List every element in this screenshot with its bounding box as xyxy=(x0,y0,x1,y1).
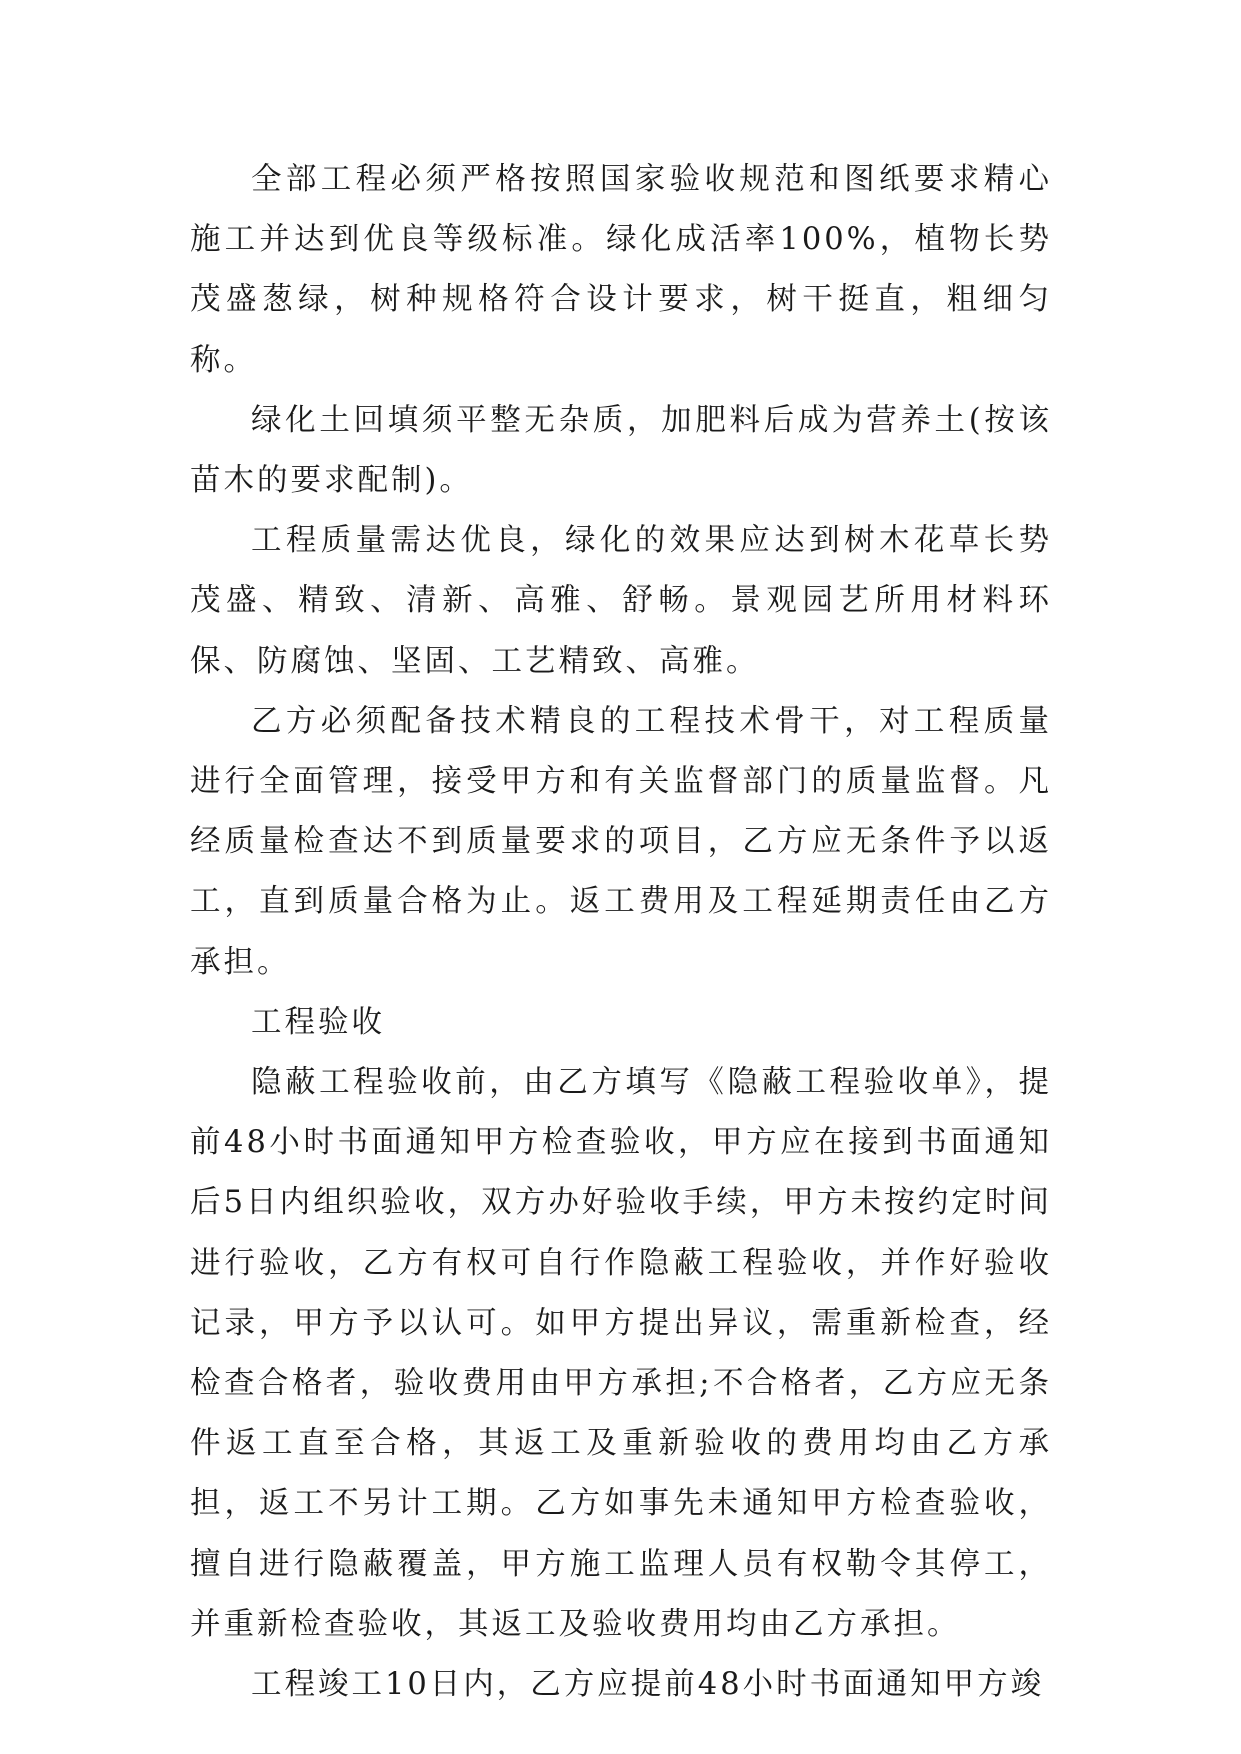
document-page xyxy=(190,150,1052,1715)
paragraph-concealed-work-acceptance: 隐蔽工程验收前，由乙方填写《隐蔽工程验收单》，提前48小时书面通知甲方检查验收，甲方应在接到书面通知后5日内组织验收，双方办好验收手续，甲方未按约定时间进行验收，乙方有权可自行作隐蔽工程验收，并作好验收记录，甲方予以认可。如甲方提出异议，需重新检查，经检查合格者，验收费用由甲方承担;不合格者，乙方应无条件返工直至合格，其返工及重新验收的费用均由乙方承担，返工不另计工期。乙方如事先未通知甲方检查验收，擅自进行隐蔽覆盖，甲方施工监理人员有权勒令其停工，并重新检查验收，其返工及验收费用均由乙方承担。 xyxy=(190,1065,1052,1642)
paragraph-greening-effect: 工程质量需达优良，绿化的效果应达到树木花草长势茂盛、精致、清新、高雅、舒畅。景观园艺所用材料环保、防腐蚀、坚固、工艺精致、高雅。 xyxy=(190,523,1052,679)
paragraph-completion-notice: 工程竣工10日内，乙方应提前48小时书面通知甲方竣 xyxy=(251,1667,1045,1703)
paragraph-quality-management: 乙方必须配备技术精良的工程技术骨干，对工程质量进行全面管理，接受甲方和有关监督部门的质量监督。凡经质量检查达不到质量要求的项目，乙方应无条件予以返工，直到质量合格为止。返工费用及工程延期责任由乙方承担。 xyxy=(190,703,1052,980)
section-heading-acceptance: 工程验收 xyxy=(251,1004,385,1040)
paragraph-soil-backfill: 绿化土回填须平整无杂质，加肥料后成为营养土(按该苗木的要求配制)。 xyxy=(190,402,1052,499)
paragraph-quality-standard: 全部工程必须严格按照国家验收规范和图纸要求精心施工并达到优良等级标准。绿化成活率100%，植物长势茂盛葱绿，树种规格符合设计要求，树干挺直，粗细匀称。 xyxy=(190,162,1052,378)
